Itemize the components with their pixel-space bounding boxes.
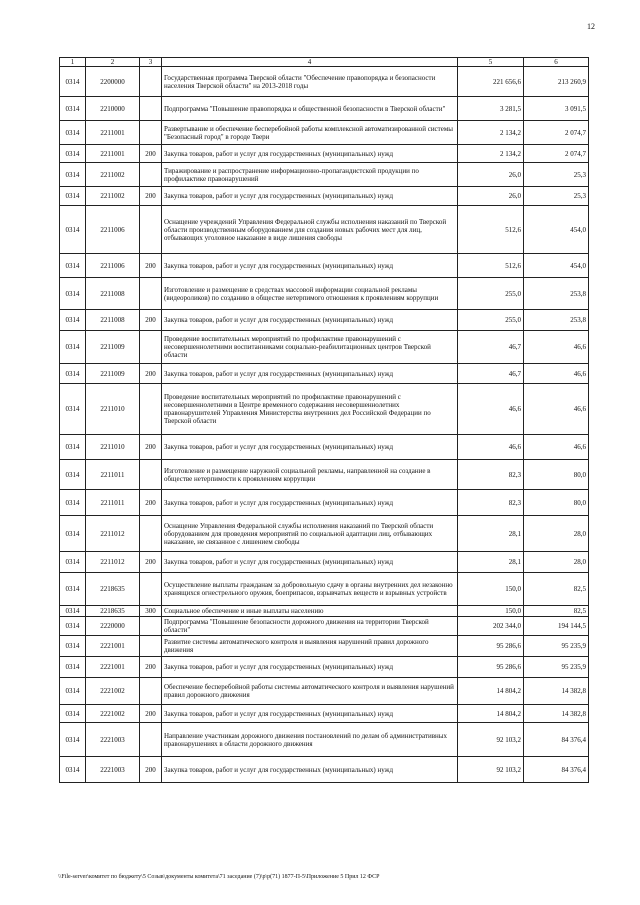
expense-type-cell — [140, 678, 162, 705]
description-cell: Закупка товаров, работ и услуг для государственных (муниципальных) нужд — [162, 705, 458, 723]
table-row — [60, 97, 589, 121]
planned-amount-cell: 255,0 — [458, 310, 524, 331]
executed-amount-cell: 454,0 — [524, 206, 589, 254]
expense-type-cell — [140, 331, 162, 364]
description-cell: Закупка товаров, работ и услуг для государственных (муниципальных) нужд — [162, 490, 458, 516]
table-row — [60, 145, 589, 163]
section-code-cell: 0314 — [60, 331, 86, 364]
target-article-cell: 2218635 — [86, 573, 140, 606]
planned-amount-cell: 82,3 — [458, 460, 524, 490]
description-cell: Закупка товаров, работ и услуг для государственных (муниципальных) нужд — [162, 254, 458, 278]
target-article-cell: 2211012 — [86, 516, 140, 552]
planned-amount-cell: 26,0 — [458, 163, 524, 187]
executed-amount-cell: 46,6 — [524, 364, 589, 384]
table-row — [60, 678, 589, 705]
description-cell: Направление участникам дорожного движения постановлений по делам об административных правонарушениях в области дорожного движения — [162, 723, 458, 757]
expense-type-cell: 200 — [140, 490, 162, 516]
expense-type-cell: 200 — [140, 657, 162, 678]
target-article-cell: 2221003 — [86, 723, 140, 757]
expense-type-cell: 200 — [140, 310, 162, 331]
table-row — [60, 573, 589, 606]
planned-amount-cell: 28,1 — [458, 552, 524, 573]
expense-type-cell — [140, 67, 162, 97]
planned-amount-cell: 14 804,2 — [458, 705, 524, 723]
executed-amount-cell: 28,0 — [524, 516, 589, 552]
table-row — [60, 657, 589, 678]
table-row — [60, 460, 589, 490]
executed-amount-cell: 454,0 — [524, 254, 589, 278]
target-article-cell: 2211011 — [86, 460, 140, 490]
table-row — [60, 278, 589, 310]
target-article-cell: 2211006 — [86, 254, 140, 278]
column-header: 5 — [458, 58, 524, 67]
table-row — [60, 617, 589, 636]
expense-type-cell: 200 — [140, 145, 162, 163]
description-cell: Закупка товаров, работ и услуг для государственных (муниципальных) нужд — [162, 187, 458, 206]
expense-type-cell: 200 — [140, 757, 162, 783]
target-article-cell: 2211011 — [86, 490, 140, 516]
description-cell: Закупка товаров, работ и услуг для государственных (муниципальных) нужд — [162, 310, 458, 331]
target-article-cell: 2211002 — [86, 187, 140, 206]
executed-amount-cell: 253,8 — [524, 278, 589, 310]
file-path-footer: \\File-server\комитет по бюджету\5 Созыв\документы комитета\71 заседание (7)\р\р(71) 1877-П-5\Приложение 5 Прил 12 ФСР — [58, 874, 380, 880]
expense-type-cell — [140, 636, 162, 657]
target-article-cell: 2211010 — [86, 435, 140, 460]
description-cell: Социальное обеспечение и иные выплаты населению — [162, 606, 458, 617]
target-article-cell: 2211012 — [86, 552, 140, 573]
executed-amount-cell: 28,0 — [524, 552, 589, 573]
planned-amount-cell: 26,0 — [458, 187, 524, 206]
expense-type-cell — [140, 121, 162, 145]
description-cell: Закупка товаров, работ и услуг для государственных (муниципальных) нужд — [162, 435, 458, 460]
section-code-cell: 0314 — [60, 657, 86, 678]
section-code-cell: 0314 — [60, 460, 86, 490]
description-cell: Осуществление выплаты гражданам за добровольную сдачу в органы внутренних дел незаконно хранящихся огнестрельного оружия, боеприпасов, взрывчатых веществ и взрывных устройств — [162, 573, 458, 606]
executed-amount-cell: 25,3 — [524, 187, 589, 206]
target-article-cell: 2220000 — [86, 617, 140, 636]
planned-amount-cell: 46,6 — [458, 435, 524, 460]
executed-amount-cell: 3 091,5 — [524, 97, 589, 121]
section-code-cell: 0314 — [60, 254, 86, 278]
section-code-cell: 0314 — [60, 490, 86, 516]
section-code-cell: 0314 — [60, 573, 86, 606]
table-row — [60, 67, 589, 97]
expense-type-cell: 200 — [140, 254, 162, 278]
table-row — [60, 606, 589, 617]
executed-amount-cell: 2 074,7 — [524, 121, 589, 145]
expense-type-cell — [140, 384, 162, 435]
section-code-cell: 0314 — [60, 278, 86, 310]
target-article-cell: 2211009 — [86, 331, 140, 364]
target-article-cell: 2211009 — [86, 364, 140, 384]
planned-amount-cell: 150,0 — [458, 573, 524, 606]
section-code-cell: 0314 — [60, 67, 86, 97]
table-row — [60, 254, 589, 278]
description-cell: Закупка товаров, работ и услуг для государственных (муниципальных) нужд — [162, 757, 458, 783]
section-code-cell: 0314 — [60, 384, 86, 435]
section-code-cell: 0314 — [60, 606, 86, 617]
target-article-cell: 2218635 — [86, 606, 140, 617]
planned-amount-cell: 512,6 — [458, 254, 524, 278]
table-row — [60, 331, 589, 364]
executed-amount-cell: 95 235,9 — [524, 657, 589, 678]
section-code-cell: 0314 — [60, 145, 86, 163]
section-code-cell: 0314 — [60, 617, 86, 636]
expense-type-cell — [140, 723, 162, 757]
expense-type-cell — [140, 516, 162, 552]
table-row — [60, 705, 589, 723]
planned-amount-cell: 95 286,6 — [458, 636, 524, 657]
target-article-cell: 2211006 — [86, 206, 140, 254]
description-cell: Изготовление и размещение наружной социальной рекламы, направленной на создание в обществе нетерпимости к проявлениям коррупции — [162, 460, 458, 490]
executed-amount-cell: 2 074,7 — [524, 145, 589, 163]
section-code-cell: 0314 — [60, 723, 86, 757]
section-code-cell: 0314 — [60, 163, 86, 187]
section-code-cell: 0314 — [60, 310, 86, 331]
planned-amount-cell: 2 134,2 — [458, 121, 524, 145]
executed-amount-cell: 80,0 — [524, 460, 589, 490]
target-article-cell: 2211002 — [86, 163, 140, 187]
planned-amount-cell: 92 103,2 — [458, 723, 524, 757]
column-header: 1 — [60, 58, 86, 67]
executed-amount-cell: 82,5 — [524, 606, 589, 617]
target-article-cell: 2221001 — [86, 657, 140, 678]
executed-amount-cell: 80,0 — [524, 490, 589, 516]
planned-amount-cell: 202 344,0 — [458, 617, 524, 636]
target-article-cell: 2210000 — [86, 97, 140, 121]
section-code-cell: 0314 — [60, 636, 86, 657]
executed-amount-cell: 46,6 — [524, 331, 589, 364]
section-code-cell: 0314 — [60, 364, 86, 384]
target-article-cell: 2211008 — [86, 278, 140, 310]
expense-type-cell: 200 — [140, 435, 162, 460]
section-code-cell: 0314 — [60, 121, 86, 145]
column-header: 6 — [524, 58, 589, 67]
executed-amount-cell: 84 376,4 — [524, 757, 589, 783]
expense-type-cell — [140, 617, 162, 636]
expense-type-cell: 200 — [140, 364, 162, 384]
description-cell: Закупка товаров, работ и услуг для государственных (муниципальных) нужд — [162, 552, 458, 573]
planned-amount-cell: 255,0 — [458, 278, 524, 310]
expense-type-cell — [140, 163, 162, 187]
target-article-cell: 2211001 — [86, 121, 140, 145]
table-row — [60, 435, 589, 460]
planned-amount-cell: 3 281,5 — [458, 97, 524, 121]
column-header: 2 — [86, 58, 140, 67]
target-article-cell: 2200000 — [86, 67, 140, 97]
table-row — [60, 206, 589, 254]
table-row — [60, 384, 589, 435]
planned-amount-cell: 46,7 — [458, 331, 524, 364]
planned-amount-cell: 512,6 — [458, 206, 524, 254]
expense-type-cell: 200 — [140, 705, 162, 723]
planned-amount-cell: 150,0 — [458, 606, 524, 617]
expense-type-cell: 300 — [140, 606, 162, 617]
executed-amount-cell: 253,8 — [524, 310, 589, 331]
target-article-cell: 2221001 — [86, 636, 140, 657]
planned-amount-cell: 95 286,6 — [458, 657, 524, 678]
executed-amount-cell: 95 235,9 — [524, 636, 589, 657]
target-article-cell: 2211010 — [86, 384, 140, 435]
table-row — [60, 163, 589, 187]
expense-type-cell — [140, 573, 162, 606]
expense-type-cell: 200 — [140, 552, 162, 573]
executed-amount-cell: 14 382,8 — [524, 678, 589, 705]
section-code-cell: 0314 — [60, 705, 86, 723]
planned-amount-cell: 2 134,2 — [458, 145, 524, 163]
planned-amount-cell: 28,1 — [458, 516, 524, 552]
target-article-cell: 2211008 — [86, 310, 140, 331]
executed-amount-cell: 82,5 — [524, 573, 589, 606]
description-cell: Государственная программа Тверской области "Обеспечение правопорядка и безопасности населения Тверской области" на 2013-2018 годы — [162, 67, 458, 97]
executed-amount-cell: 84 376,4 — [524, 723, 589, 757]
planned-amount-cell: 46,6 — [458, 384, 524, 435]
executed-amount-cell: 46,6 — [524, 435, 589, 460]
executed-amount-cell: 25,3 — [524, 163, 589, 187]
description-cell: Оснащение Управления Федеральной службы исполнения наказаний по Тверской области оборудованием для проведения мероприятий по социальной адаптации лиц, отбывающих наказание, не связанное с лишением свободы — [162, 516, 458, 552]
executed-amount-cell: 213 260,9 — [524, 67, 589, 97]
description-cell: Изготовление и размещение в средствах массовой информации социальной рекламы (видеороликов) по созданию в обществе нетерпимого отношения к проявлениям коррупции — [162, 278, 458, 310]
table-row — [60, 552, 589, 573]
planned-amount-cell: 92 103,2 — [458, 757, 524, 783]
table-row — [60, 490, 589, 516]
description-cell: Развертывание и обеспечение бесперебойной работы комплексной автоматизированной системы "Безопасный город" в городе Твери — [162, 121, 458, 145]
executed-amount-cell: 14 382,8 — [524, 705, 589, 723]
description-cell: Проведение воспитательных мероприятий по профилактике правонарушений с несовершеннолетними воспитанниками социально-реабилитационных центров Тверской области — [162, 331, 458, 364]
table-row — [60, 187, 589, 206]
section-code-cell: 0314 — [60, 206, 86, 254]
section-code-cell: 0314 — [60, 516, 86, 552]
expense-type-cell — [140, 278, 162, 310]
table-row — [60, 364, 589, 384]
description-cell: Оснащение учреждений Управления Федеральной службы исполнения наказаний по Тверской области производственным оборудованием для создания новых рабочих мест для лиц, отбывающих уголовное наказание в виде лишения свободы — [162, 206, 458, 254]
executed-amount-cell: 46,6 — [524, 384, 589, 435]
planned-amount-cell: 14 804,2 — [458, 678, 524, 705]
description-cell: Обеспечение бесперебойной работы системы автоматического контроля и выявления нарушений правил дорожного движения — [162, 678, 458, 705]
table-row — [60, 310, 589, 331]
table-body — [60, 67, 589, 783]
description-cell: Закупка товаров, работ и услуг для государственных (муниципальных) нужд — [162, 364, 458, 384]
section-code-cell: 0314 — [60, 435, 86, 460]
description-cell: Тиражирование и распространение информационно-пропагандистской продукции по профилактике правонарушений — [162, 163, 458, 187]
expense-type-cell — [140, 460, 162, 490]
table-row — [60, 757, 589, 783]
table-row — [60, 636, 589, 657]
table-row — [60, 723, 589, 757]
planned-amount-cell: 46,7 — [458, 364, 524, 384]
target-article-cell: 2221003 — [86, 757, 140, 783]
section-code-cell: 0314 — [60, 757, 86, 783]
description-cell: Закупка товаров, работ и услуг для государственных (муниципальных) нужд — [162, 145, 458, 163]
planned-amount-cell: 221 656,6 — [458, 67, 524, 97]
column-header: 4 — [162, 58, 458, 67]
section-code-cell: 0314 — [60, 187, 86, 206]
page-number: 12 — [587, 22, 595, 31]
target-article-cell: 2221002 — [86, 705, 140, 723]
executed-amount-cell: 194 144,5 — [524, 617, 589, 636]
budget-table — [59, 57, 589, 783]
table-row — [60, 121, 589, 145]
description-cell: Развитие системы автоматического контроля и выявления нарушений правил дорожного движения — [162, 636, 458, 657]
section-code-cell: 0314 — [60, 678, 86, 705]
target-article-cell: 2211001 — [86, 145, 140, 163]
description-cell: Подпрограмма "Повышение безопасности дорожного движения на территории Тверской области" — [162, 617, 458, 636]
section-code-cell: 0314 — [60, 552, 86, 573]
column-header: 3 — [140, 58, 162, 67]
target-article-cell: 2221002 — [86, 678, 140, 705]
expense-type-cell: 200 — [140, 187, 162, 206]
planned-amount-cell: 82,3 — [458, 490, 524, 516]
description-cell: Проведение воспитательных мероприятий по профилактике правонарушений с несовершеннолетними в Центре временного содержания несовершеннолетних правонарушителей Управления Министерства внутренних дел Российской Федерации по Тверской области — [162, 384, 458, 435]
expense-type-cell — [140, 97, 162, 121]
description-cell: Подпрограмма "Повышение правопорядка и общественной безопасности в Тверской области" — [162, 97, 458, 121]
table-row — [60, 516, 589, 552]
table-header-row — [60, 58, 589, 67]
section-code-cell: 0314 — [60, 97, 86, 121]
description-cell: Закупка товаров, работ и услуг для государственных (муниципальных) нужд — [162, 657, 458, 678]
expense-type-cell — [140, 206, 162, 254]
